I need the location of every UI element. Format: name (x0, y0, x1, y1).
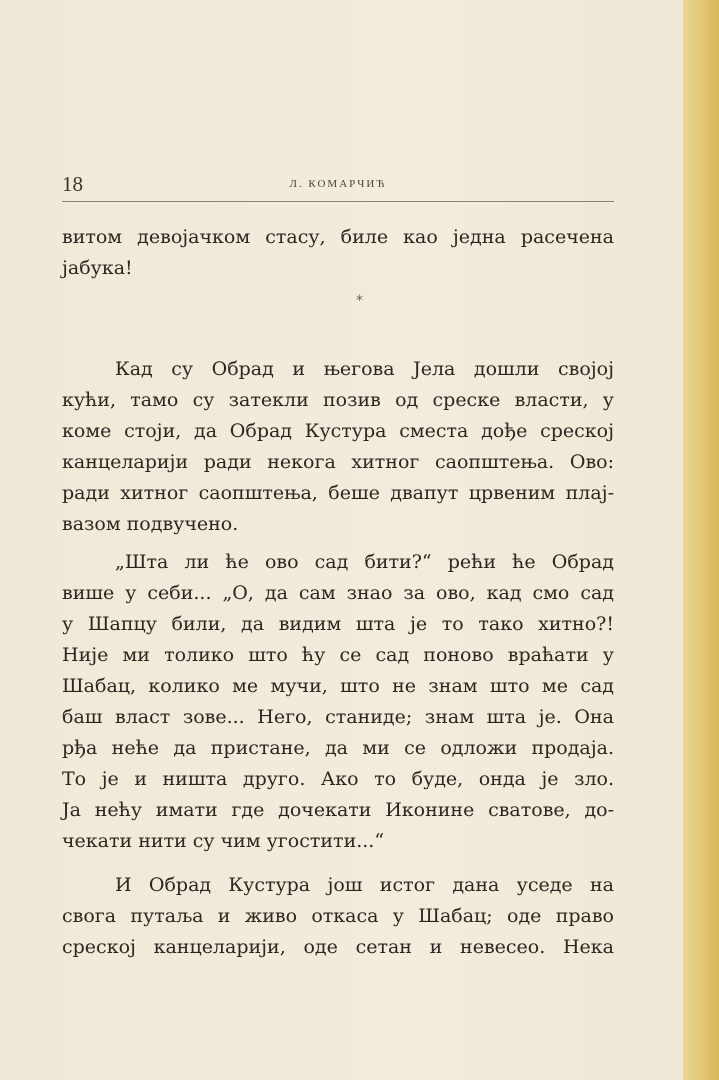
text-line: рђа неће да пристане, да ми се одложи продаја. (62, 737, 614, 759)
text-line: канцеларији ради некога хитног саопштења. Ово: (62, 451, 614, 473)
text-line: То је и ништа друго. Ако то буде, онда је зло. (62, 768, 614, 790)
text-line: баш власт зове... Него, станиде; знам шта је. Она (62, 706, 614, 728)
text-line: коме стоји, да Обрад Кустура сместа дође среској (62, 420, 614, 442)
text-line: чекати нити су чим угостити...“ (62, 830, 385, 852)
text-line: Није ми толико што ћу се сад поново враћати у (62, 644, 614, 666)
running-head: Л. КОМАРЧИЋ (289, 178, 387, 190)
paragraph-1 (62, 222, 614, 284)
text-line: среској канцеларији, оде сетан и невесео. Нека (62, 936, 614, 958)
text-line: Кад су Обрад и његова Јела дошли својој (115, 358, 614, 380)
text-line: више у себи... „О, да сам знао за ово, кад смо сад (62, 582, 614, 604)
text-line: ради хитног саопштења, беше двапут црвеним плај- (62, 482, 614, 504)
text-line: свога путаља и живо откаса у Шабац; оде право (62, 905, 614, 927)
page-header (62, 172, 614, 198)
text-line: Шабац, колико ме мучи, што не знам што ме сад (62, 675, 614, 697)
paragraph-2 (62, 354, 614, 540)
text-line: „Шта ли ће ово сад бити?“ рећи ће Обрад (115, 551, 614, 573)
section-separator: * (356, 293, 363, 309)
text-line: И Обрад Кустура још истог дана уседе на (115, 874, 614, 896)
text-line: у Шапцу били, да видим шта је то тако хитно?! (62, 613, 614, 635)
paragraph-4 (62, 870, 614, 963)
header-rule (62, 201, 614, 202)
text-line: јабука! (62, 257, 133, 279)
paragraph-3 (62, 547, 614, 857)
text-line: кући, тамо су затекли позив од среске власти, у (62, 389, 614, 411)
page-number: 18 (62, 172, 83, 196)
text-line: Ја нећу имати где дочекати Иконине сватове, до- (62, 799, 614, 821)
text-line: витом девојачком стасу, биле као једна расечена (62, 226, 614, 248)
page-edge (683, 0, 719, 1080)
text-line: вазом подвучено. (62, 513, 239, 535)
